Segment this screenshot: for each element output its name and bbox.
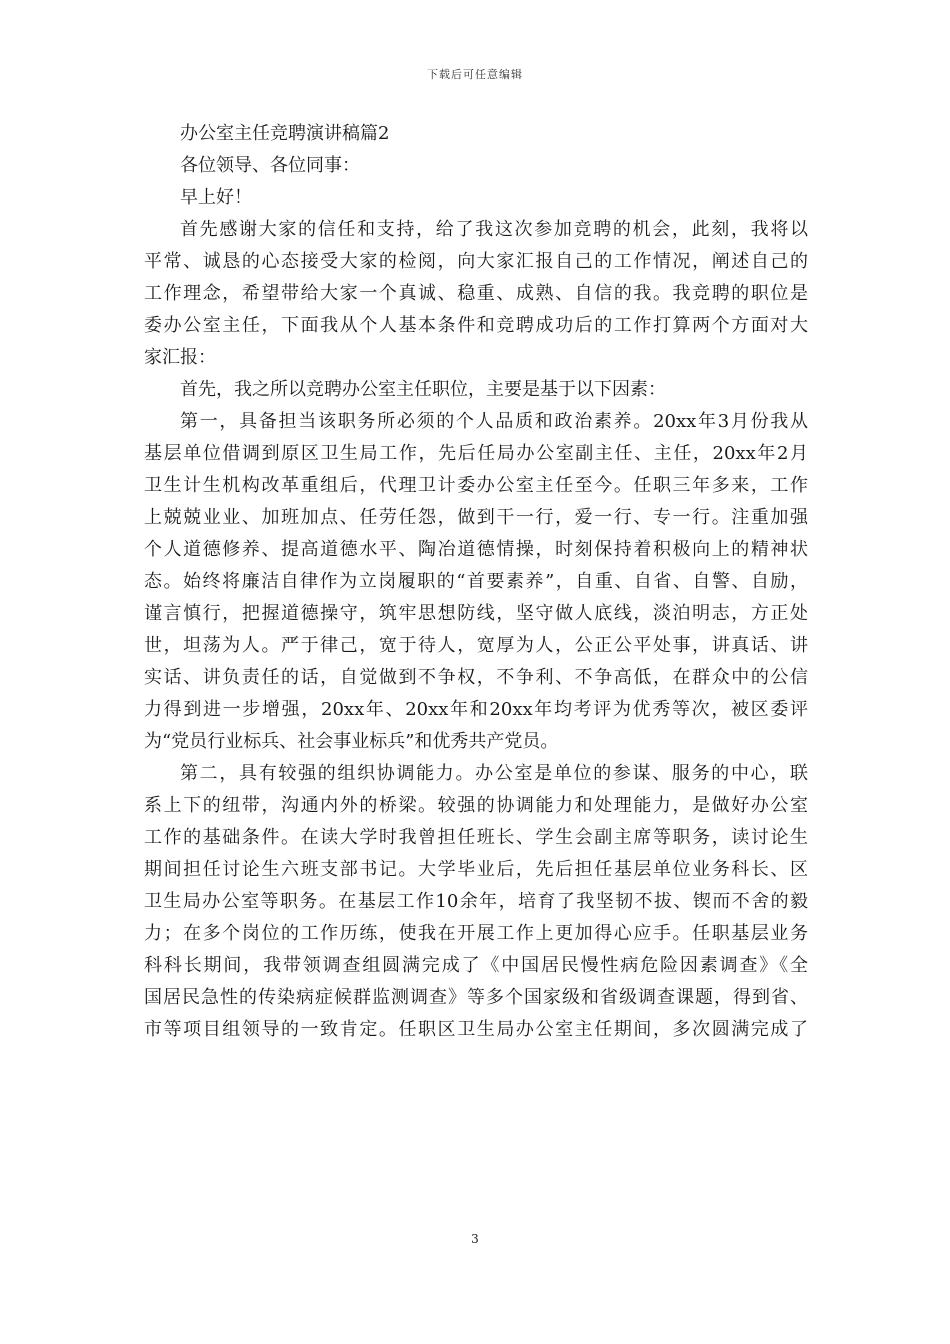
paragraph-line: 平常、诚恳的心态接受大家的检阅，向大家汇报自己的工作情况，阐述自己的 [144, 251, 808, 272]
salutation: 各位领导、各位同事： [180, 155, 360, 176]
paragraph-line: 期间担任讨论生六班支部书记。大学毕业后，先后担任基层单位业务科长、区 [144, 859, 808, 880]
paragraph-line: 科科长期间，我带领调查组圆满完成了《中国居民慢性病危险因素调查》《全 [144, 955, 808, 976]
paragraph-line: 国居民急性的传染病症候群监测调查》等多个国家级和省级调查课题，得到省、 [144, 987, 808, 1008]
paragraph-line: 卫生局办公室等职务。在基层工作10余年，培育了我坚韧不拔、锲而不舍的毅 [144, 891, 808, 912]
paragraph-line: 为“党员行业标兵、社会事业标兵”和优秀共产党员。 [144, 731, 559, 752]
greeting: 早上好！ [180, 187, 252, 208]
paragraph-line: 世，坦荡为人。严于律己，宽于待人，宽厚为人，公正公平处事，讲真话、讲 [144, 635, 808, 656]
paragraph-line: 态。始终将廉洁自律作为立岗履职的“首要素养”，自重、自省、自警、自励， [144, 571, 808, 592]
paragraph-line: 基层单位借调到原区卫生局工作，先后任局办公室副主任、主任，20xx年2月 [144, 443, 808, 464]
paragraph-line: 个人道德修养、提高道德水平、陶冶道德情操，时刻保持着积极向上的精神状 [144, 539, 808, 560]
paragraph-line: 工作理念，希望带给大家一个真诚、稳重、成熟、自信的我。我竞聘的职位是 [144, 283, 808, 304]
paragraph-line: 家汇报： [144, 347, 216, 368]
page-number: 3 [471, 1232, 479, 1246]
document-title: 办公室主任竞聘演讲稿篇2 [180, 123, 390, 144]
paragraph-line: 第二，具有较强的组织协调能力。办公室是单位的参谋、服务的中心，联 [180, 763, 808, 784]
paragraph-line: 第一，具备担当该职务所必须的个人品质和政治素养。20xx年3月份我从 [180, 411, 808, 432]
document-body [144, 118, 808, 1046]
paragraph-line: 卫生计生机构改革重组后，代理卫计委办公室主任至今。任职三年多来，工作 [144, 475, 808, 496]
paragraph-line: 力；在多个岗位的工作历练，使我在开展工作上更加得心应手。任职基层业务 [144, 923, 808, 944]
header-note: 下载后可任意编辑 [427, 68, 523, 81]
paragraph-line: 谨言慎行，把握道德操守，筑牢思想防线，坚守做人底线，淡泊明志，方正处 [144, 603, 808, 624]
paragraph-line: 力得到进一步增强，20xx年、20xx年和20xx年均考评为优秀等次，被区委评 [144, 699, 808, 720]
paragraph-line: 系上下的纽带，沟通内外的桥梁。较强的协调能力和处理能力，是做好办公室 [144, 795, 808, 816]
paragraph-line: 首先感谢大家的信任和支持，给了我这次参加竞聘的机会，此刻，我将以 [180, 219, 808, 240]
paragraph-line: 委办公室主任，下面我从个人基本条件和竞聘成功后的工作打算两个方面对大 [144, 315, 808, 336]
paragraph-line: 市等项目组领导的一致肯定。任职区卫生局办公室主任期间，多次圆满完成了 [144, 1019, 808, 1040]
paragraph-line: 首先，我之所以竞聘办公室主任职位，主要是基于以下因素： [180, 379, 666, 400]
paragraph-line: 实话、讲负责任的话，自觉做到不争权，不争利、不争高低，在群众中的公信 [144, 667, 808, 688]
paragraph-line: 工作的基础条件。在读大学时我曾担任班长、学生会副主席等职务，读讨论生 [144, 827, 808, 848]
paragraph-line: 上兢兢业业、加班加点、任劳任怨，做到干一行，爱一行、专一行。注重加强 [144, 507, 808, 528]
